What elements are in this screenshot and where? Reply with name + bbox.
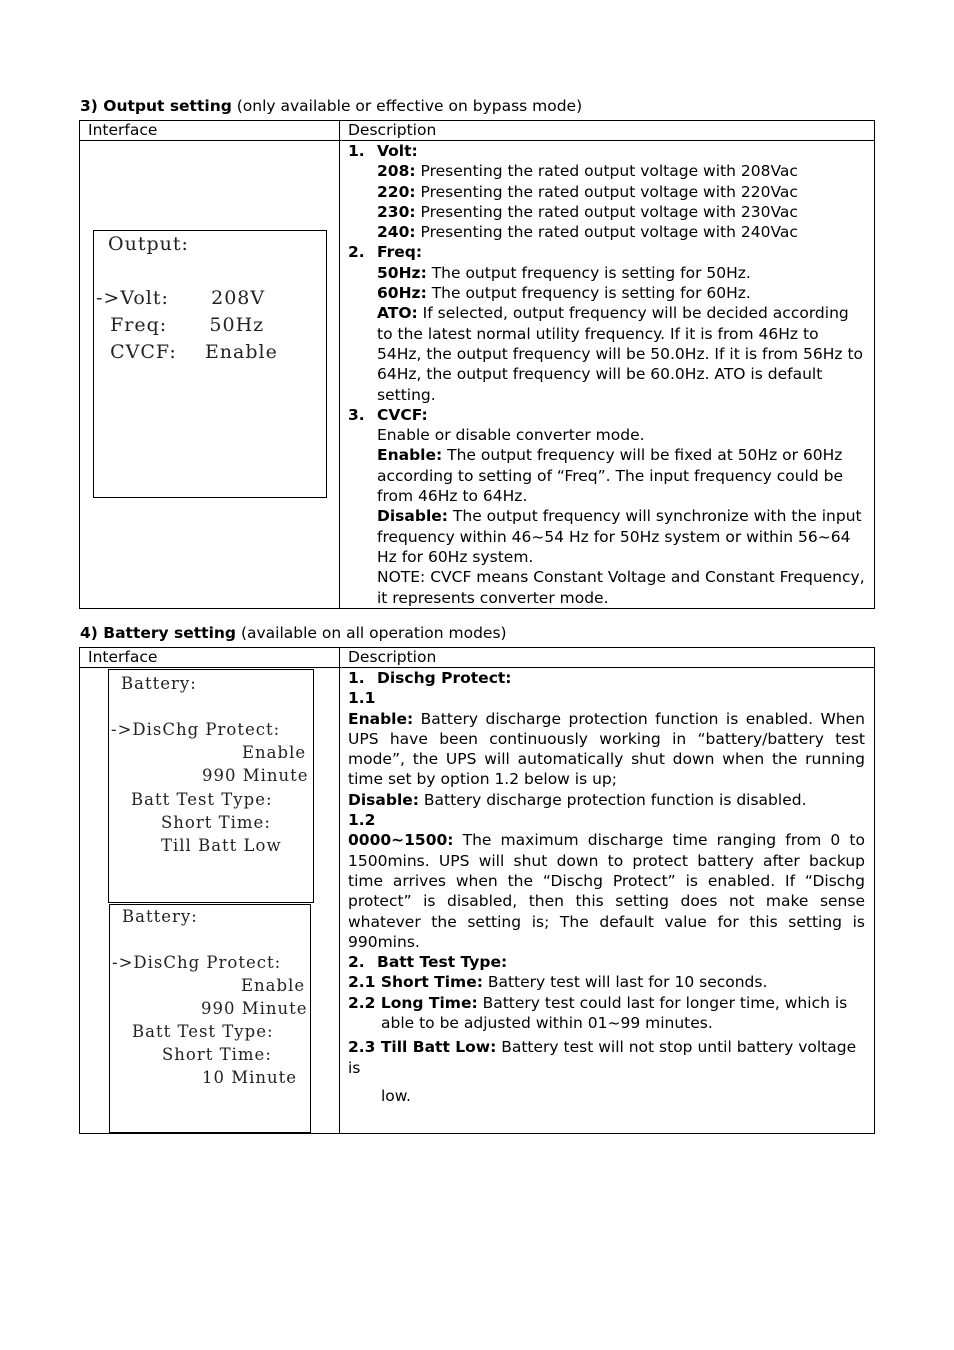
option-text: The output frequency will synchronize with the input frequency within 46~54 Hz for 50Hz system or within 56~64 Hz for 60Hz system. bbox=[377, 507, 862, 566]
option-key: Disable: bbox=[377, 507, 448, 526]
cvcf-title: CVCF: bbox=[377, 405, 428, 424]
freq-option bbox=[348, 263, 865, 283]
option-key: Enable: bbox=[377, 446, 443, 465]
list-number: 2. bbox=[348, 953, 365, 972]
option-key: ATO: bbox=[377, 304, 418, 323]
battery-setting-title-bold: 4) Battery setting bbox=[80, 624, 237, 642]
lcd-line: 990 Minute bbox=[202, 766, 309, 785]
volt-option bbox=[348, 222, 865, 242]
output-setting-title-bold: 3) Output setting bbox=[80, 97, 232, 115]
subsection-label: 1.1 bbox=[348, 689, 376, 708]
dischg-protect-heading bbox=[348, 668, 865, 688]
lcd-line: Batt Test Type: bbox=[132, 1022, 274, 1041]
option-key: 240: bbox=[377, 223, 416, 242]
dischg-protect-title: Dischg Protect: bbox=[377, 669, 512, 687]
lcd-line: CVCF: Enable bbox=[96, 341, 278, 363]
option-text: Battery discharge protection function is enabled. When UPS have been continuously working in “battery/battery test mode”, the UPS will automatically shut down when the running time set by option 1.2 below is up; bbox=[348, 709, 865, 789]
option-key: 220: bbox=[377, 182, 416, 201]
short-time-description bbox=[348, 972, 865, 992]
subsection-number bbox=[348, 688, 865, 708]
interface-header: Interface bbox=[80, 648, 340, 668]
option-text: The maximum discharge time ranging from 0 to 1500mins. UPS will shut down to protect battery after backup time arrives when the “Dischg Protect” is enabled. If “Dischg protect” is disabled, then this setting does not make sense whatever the setting is; The default value for this setting is 990mins. bbox=[348, 831, 865, 951]
option-key: 230: bbox=[377, 202, 416, 221]
lcd-line: 990 Minute bbox=[201, 999, 308, 1018]
lcd-line: ->Volt: 208V bbox=[96, 287, 266, 309]
option-text: Presenting the rated output voltage with 230Vac bbox=[415, 202, 798, 221]
freq-option bbox=[348, 303, 865, 404]
output-setting-title bbox=[80, 96, 582, 116]
battery-setting-title bbox=[80, 623, 507, 643]
description-cell bbox=[340, 141, 875, 609]
output-setting-title-note: (only available or effective on bypass mode) bbox=[231, 97, 583, 115]
lcd-line: Enable bbox=[242, 743, 307, 762]
lcd-line: 10 Minute bbox=[202, 1068, 298, 1087]
volt-option bbox=[348, 161, 865, 181]
table-row bbox=[80, 141, 875, 609]
lcd-screen-battery-short-time bbox=[109, 904, 311, 1133]
option-text: Battery test could last for longer time, which is able to be adjusted within 01~99 minutes. bbox=[381, 993, 848, 1033]
batt-test-type-heading bbox=[348, 952, 865, 972]
option-text: Presenting the rated output voltage with 240Vac bbox=[415, 223, 798, 242]
interface-cell bbox=[80, 141, 340, 609]
option-key: 2.3 Till Batt Low: bbox=[348, 1038, 497, 1057]
lcd-line: Short Time: bbox=[162, 1045, 272, 1064]
freq-heading bbox=[348, 242, 865, 262]
cvcf-intro: Enable or disable converter mode. bbox=[377, 426, 645, 445]
volt-option bbox=[348, 182, 865, 202]
table-row bbox=[80, 668, 875, 1134]
interface-cell bbox=[80, 668, 340, 1134]
option-text: Battery test will last for 10 seconds. bbox=[482, 973, 768, 992]
freq-title: Freq: bbox=[377, 243, 423, 262]
cvcf-note: NOTE: CVCF means Constant Voltage and Constant Frequency, it represents converter mode. bbox=[377, 568, 865, 607]
disable-description bbox=[348, 790, 865, 810]
cvcf-option bbox=[348, 445, 865, 506]
option-text: Battery discharge protection function is disabled. bbox=[418, 790, 807, 809]
enable-description bbox=[348, 709, 865, 790]
option-text: Battery test will not stop until battery voltage is bbox=[348, 1038, 857, 1077]
volt-title: Volt: bbox=[377, 142, 418, 160]
lcd-line: Output: bbox=[108, 233, 189, 255]
long-time-description bbox=[348, 993, 865, 1034]
option-key: Disable: bbox=[348, 790, 419, 809]
lcd-screen-output bbox=[93, 230, 327, 498]
table-header-row bbox=[80, 121, 875, 141]
lcd-screen-battery-till-low bbox=[108, 669, 314, 903]
list-number: 1. bbox=[348, 142, 365, 160]
battery-setting-title-note: (available on all operation modes) bbox=[236, 624, 507, 642]
cvcf-option bbox=[348, 506, 865, 567]
option-key: 2.1 Short Time: bbox=[348, 973, 483, 992]
description-header: Description bbox=[340, 648, 875, 668]
lcd-line: Battery: bbox=[121, 674, 197, 693]
option-text: If selected, output frequency will be decided according to the latest normal utility frequency. If it is from 46Hz to 54Hz, the output frequency will be 50.0Hz. If it is from 56Hz to 64Hz, the output frequency will be 60.0Hz. ATO is default setting. bbox=[377, 304, 864, 404]
description-cell bbox=[340, 668, 875, 1134]
output-setting-table bbox=[79, 120, 875, 609]
option-key: Enable: bbox=[348, 709, 414, 728]
batt-test-type-title: Batt Test Type: bbox=[377, 953, 508, 972]
subsection-label: 1.2 bbox=[348, 811, 376, 830]
cvcf-heading bbox=[348, 405, 865, 425]
lcd-line: Till Batt Low bbox=[161, 836, 282, 855]
range-description bbox=[348, 830, 865, 952]
lcd-line: ->DisChg Protect: bbox=[112, 953, 282, 972]
lcd-line: Batt Test Type: bbox=[131, 790, 273, 809]
option-key: 0000~1500: bbox=[348, 831, 454, 850]
list-number: 2. bbox=[348, 243, 365, 262]
list-number: 3. bbox=[348, 405, 365, 424]
subsection-number bbox=[348, 810, 865, 830]
freq-option bbox=[348, 283, 865, 303]
interface-header: Interface bbox=[80, 121, 340, 141]
option-key: 60Hz: bbox=[377, 284, 427, 303]
lcd-line: ->DisChg Protect: bbox=[111, 720, 281, 739]
volt-option bbox=[348, 202, 865, 222]
option-text: The output frequency is setting for 50Hz. bbox=[426, 263, 751, 282]
option-key: 208: bbox=[377, 162, 416, 181]
option-text: The output frequency will be fixed at 50Hz or 60Hz according to setting of “Freq”. The input frequency could be from 46Hz to 64Hz. bbox=[377, 446, 844, 506]
till-batt-low-continuation: low. bbox=[381, 1086, 411, 1105]
list-number: 1. bbox=[348, 669, 365, 687]
lcd-line: Battery: bbox=[122, 907, 198, 926]
option-key: 50Hz: bbox=[377, 263, 427, 282]
lcd-line: Short Time: bbox=[161, 813, 271, 832]
lcd-line: Enable bbox=[241, 976, 306, 995]
option-text: Presenting the rated output voltage with 220Vac bbox=[415, 182, 798, 201]
description-header: Description bbox=[340, 121, 875, 141]
option-text: The output frequency is setting for 60Hz. bbox=[426, 284, 751, 303]
volt-heading bbox=[348, 141, 865, 161]
battery-setting-table bbox=[79, 647, 875, 1134]
option-text: Presenting the rated output voltage with 208Vac bbox=[415, 162, 798, 181]
till-batt-low-description bbox=[348, 1037, 865, 1078]
table-header-row bbox=[80, 648, 875, 668]
option-key: 2.2 Long Time: bbox=[348, 993, 478, 1012]
lcd-line: Freq: 50Hz bbox=[96, 314, 265, 336]
